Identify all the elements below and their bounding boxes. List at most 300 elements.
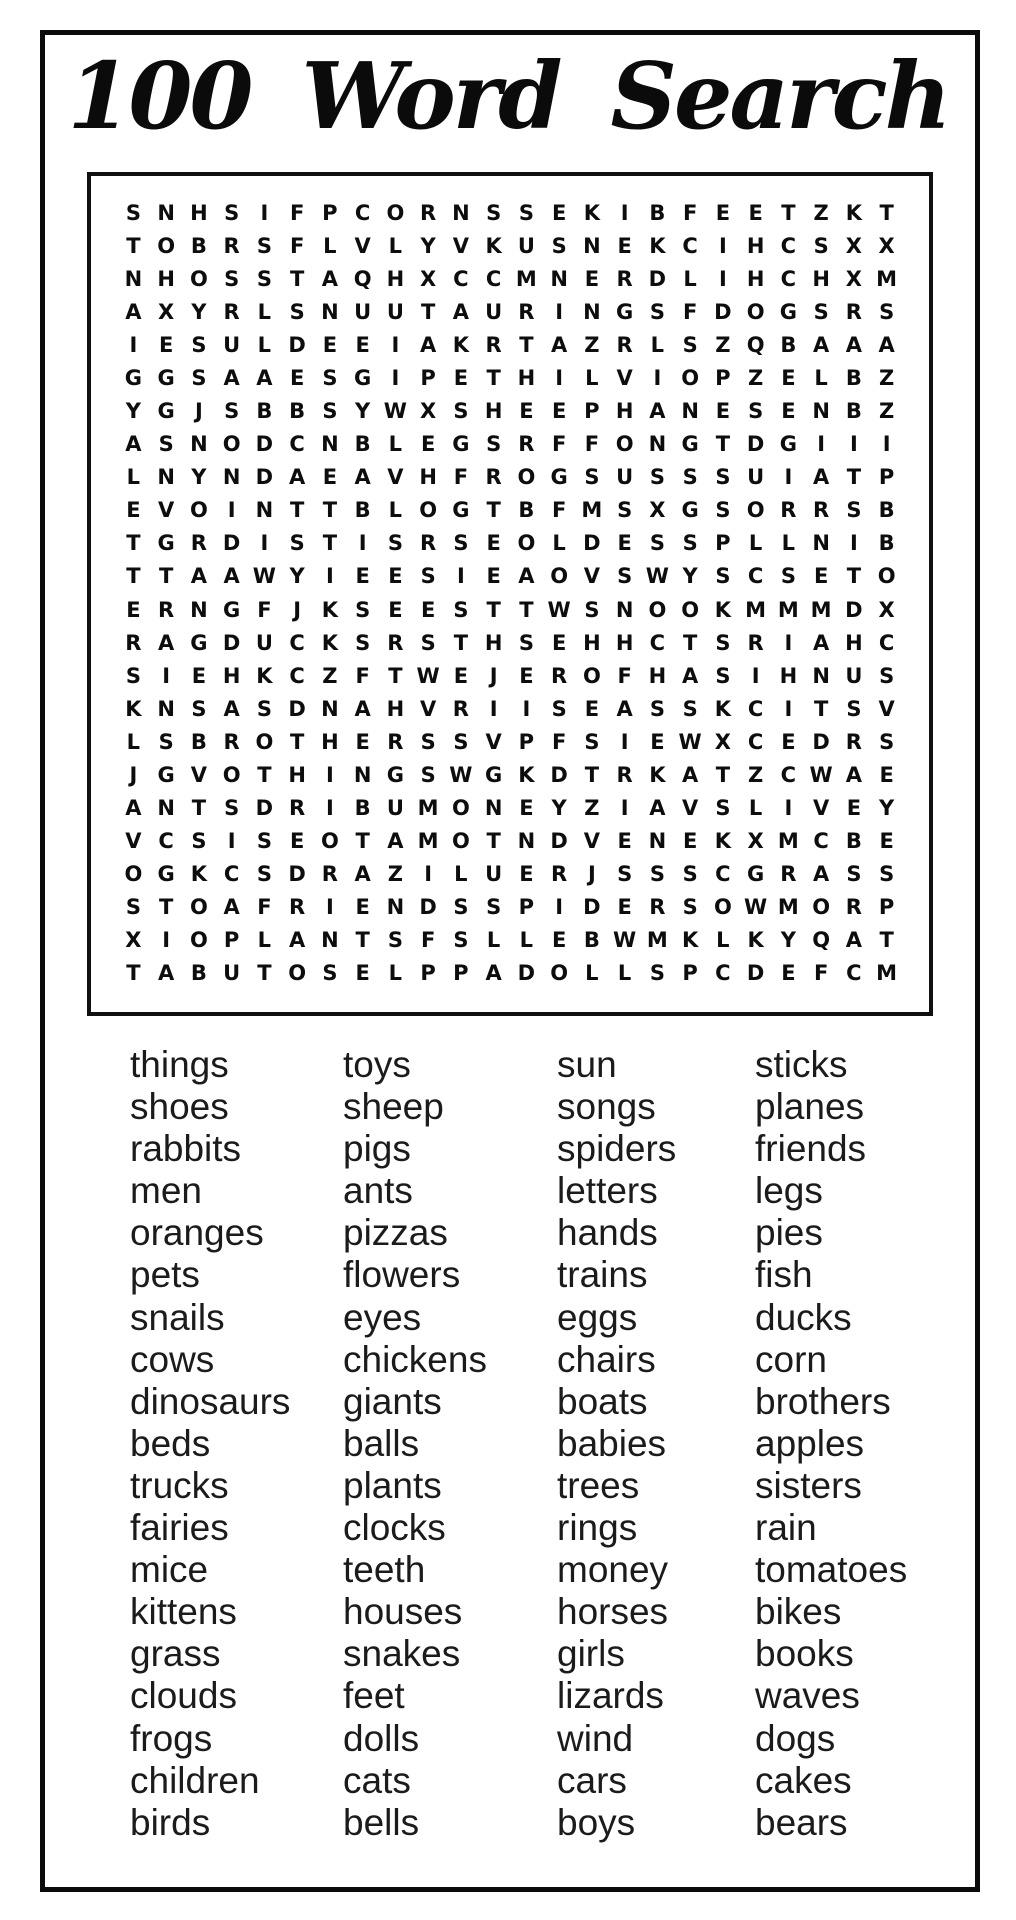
grid-letter-r17-c3: B	[190, 729, 207, 754]
word-item: rain	[755, 1507, 817, 1549]
grid-letter-r18-c10: S	[420, 762, 436, 787]
grid-letter-r14-c12: H	[484, 630, 503, 655]
grid-letter-r16-c11: R	[452, 696, 469, 721]
grid-letter-r5-c15: Z	[584, 332, 600, 357]
grid-letter-r5-c24: A	[878, 332, 895, 357]
grid-letter-r16-c19: K	[714, 696, 732, 721]
grid-letter-r1-c7: P	[322, 200, 338, 225]
grid-letter-r14-c10: S	[420, 630, 436, 655]
word-item: apples	[755, 1422, 865, 1464]
grid-letter-r24-c16: L	[617, 961, 632, 986]
grid-letter-r5-c12: R	[485, 332, 502, 357]
grid-letter-r17-c15: S	[584, 729, 600, 754]
grid-letter-r21-c3: K	[190, 862, 208, 887]
word-item: oranges	[130, 1212, 264, 1254]
grid-letter-r16-c1: K	[125, 696, 142, 721]
grid-letter-r2-c2: O	[157, 233, 176, 258]
word-item: brothers	[755, 1380, 891, 1422]
grid-letter-r11-c3: R	[190, 531, 207, 556]
grid-letter-r1-c13: S	[518, 200, 534, 225]
grid-letter-r10-c13: B	[518, 498, 535, 523]
grid-letter-r14-c1: R	[125, 630, 142, 655]
grid-letter-r24-c22: F	[813, 961, 829, 986]
grid-letter-r24-c9: L	[388, 961, 403, 986]
grid-letter-r4-c23: R	[845, 299, 862, 324]
grid-letter-r12-c11: I	[456, 564, 465, 589]
grid-letter-r9-c5: D	[255, 465, 274, 490]
grid-letter-r19-c15: Z	[584, 796, 600, 821]
grid-letter-r21-c7: R	[321, 862, 338, 887]
grid-letter-r13-c17: O	[648, 597, 667, 622]
grid-letter-r9-c17: S	[649, 465, 665, 490]
grid-letter-r19-c23: E	[846, 796, 862, 821]
grid-letter-r11-c6: S	[289, 531, 305, 556]
grid-letter-r6-c9: I	[391, 365, 400, 390]
grid-letter-r1-c14: E	[551, 200, 567, 225]
grid-letter-r7-c1: Y	[125, 399, 141, 424]
grid-letter-r3-c9: H	[386, 266, 405, 291]
word-item: balls	[343, 1422, 420, 1464]
grid-letter-r12-c24: O	[877, 564, 896, 589]
grid-letter-r20-c4: I	[227, 829, 236, 854]
grid-letter-r23-c12: L	[486, 928, 501, 953]
grid-letter-r10-c6: T	[289, 498, 305, 523]
grid-letter-r18-c15: T	[584, 762, 600, 787]
grid-letter-r13-c23: D	[845, 597, 863, 622]
grid-letter-r8-c17: N	[648, 432, 667, 457]
word-item: eyes	[343, 1296, 422, 1338]
grid-letter-r12-c12: E	[486, 564, 501, 589]
grid-letter-r15-c11: E	[453, 663, 469, 688]
grid-letter-r9-c8: A	[354, 465, 371, 490]
grid-letter-r13-c9: E	[388, 597, 403, 622]
grid-letter-r19-c12: N	[484, 796, 503, 821]
grid-letter-r17-c1: L	[126, 729, 141, 754]
word-item: money	[557, 1549, 669, 1591]
grid-letter-r24-c19: C	[715, 961, 731, 986]
grid-letter-r20-c1: V	[125, 829, 142, 854]
grid-letter-r23-c11: S	[453, 928, 469, 953]
grid-letter-r4-c13: R	[518, 299, 535, 324]
grid-letter-r20-c13: N	[517, 829, 536, 854]
grid-letter-r8-c21: G	[779, 432, 797, 457]
grid-letter-r18-c16: R	[616, 762, 633, 787]
grid-letter-r5-c21: B	[780, 332, 797, 357]
grid-letter-r6-c8: G	[354, 365, 372, 390]
grid-letter-r15-c6: C	[289, 663, 305, 688]
grid-letter-r14-c3: G	[190, 630, 208, 655]
grid-letter-r5-c23: A	[845, 332, 862, 357]
grid-letter-r8-c6: C	[289, 432, 305, 457]
grid-letter-r18-c3: V	[190, 762, 207, 787]
grid-letter-r5-c9: I	[391, 332, 400, 357]
grid-letter-r9-c16: U	[616, 465, 634, 490]
grid-letter-r18-c18: A	[681, 762, 699, 787]
grid-letter-r8-c8: B	[354, 432, 371, 457]
grid-letter-r8-c9: L	[388, 432, 403, 457]
grid-letter-r14-c14: E	[551, 630, 567, 655]
word-item: beds	[130, 1422, 211, 1464]
grid-letter-r10-c1: E	[126, 498, 141, 523]
grid-letter-r15-c24: S	[879, 663, 895, 688]
grid-letter-r6-c19: P	[715, 365, 731, 390]
word-item: sun	[557, 1044, 617, 1085]
grid-letter-r14-c7: K	[321, 630, 339, 655]
grid-letter-r18-c13: K	[518, 762, 535, 787]
grid-letter-r14-c18: T	[682, 630, 698, 655]
grid-letter-r3-c21: C	[780, 266, 797, 291]
grid-letter-r1-c11: N	[452, 200, 470, 225]
grid-letter-r23-c5: L	[257, 928, 272, 953]
grid-letter-r4-c12: U	[485, 299, 503, 324]
grid-letter-r3-c14: N	[550, 266, 568, 291]
word-item: dogs	[755, 1717, 836, 1759]
grid-letter-r16-c15: E	[584, 696, 600, 721]
grid-letter-r1-c24: T	[879, 200, 894, 225]
grid-letter-r13-c20: M	[745, 597, 767, 622]
grid-letter-r21-c11: L	[454, 862, 468, 887]
grid-letter-r11-c24: B	[878, 531, 895, 556]
grid-letter-r11-c14: L	[552, 531, 566, 556]
grid-letter-r2-c21: C	[780, 233, 797, 258]
word-list-column-4	[755, 1044, 960, 1844]
grid-letter-r20-c17: N	[648, 829, 667, 854]
grid-letter-r18-c4: O	[222, 762, 241, 787]
grid-letter-r18-c1: J	[129, 762, 138, 787]
grid-letter-r22-c16: E	[617, 895, 632, 920]
grid-letter-r19-c4: S	[224, 796, 240, 821]
grid-letter-r24-c18: P	[682, 961, 698, 986]
grid-letter-r19-c18: V	[681, 796, 699, 821]
grid-letter-r15-c12: J	[489, 663, 498, 688]
grid-letter-r7-c15: P	[584, 399, 600, 424]
grid-letter-r13-c19: K	[714, 597, 732, 622]
grid-letter-r12-c16: S	[617, 564, 633, 589]
grid-letter-r4-c17: S	[649, 299, 665, 324]
grid-letter-r24-c23: C	[846, 961, 862, 986]
grid-letter-r19-c14: Y	[551, 796, 567, 821]
grid-letter-r19-c5: D	[255, 796, 274, 821]
grid-letter-r12-c13: A	[518, 564, 535, 589]
grid-letter-r10-c5: N	[255, 498, 274, 523]
grid-letter-r2-c20: H	[746, 233, 765, 258]
grid-letter-r11-c10: R	[420, 531, 437, 556]
grid-letter-r22-c11: S	[453, 895, 469, 920]
grid-letter-r13-c21: M	[777, 597, 799, 622]
word-item: spiders	[557, 1128, 677, 1170]
grid-letter-r8-c19: T	[715, 432, 731, 457]
grid-letter-r22-c3: O	[189, 895, 208, 920]
grid-letter-r7-c12: H	[484, 399, 503, 424]
grid-letter-r5-c4: U	[223, 332, 241, 357]
grid-letter-r13-c7: K	[321, 597, 339, 622]
grid-letter-r8-c3: N	[190, 432, 208, 457]
grid-letter-r19-c22: V	[812, 796, 830, 821]
grid-letter-r22-c14: I	[555, 895, 564, 920]
grid-letter-r1-c2: N	[157, 200, 175, 225]
grid-letter-r17-c7: H	[321, 729, 339, 754]
grid-letter-r3-c5: S	[256, 266, 272, 291]
grid-letter-r24-c7: S	[322, 961, 338, 986]
grid-letter-r14-c4: D	[222, 630, 241, 655]
grid-letter-r10-c21: R	[780, 498, 797, 523]
grid-letter-r6-c21: E	[781, 365, 796, 390]
grid-letter-r4-c5: L	[257, 299, 272, 324]
grid-letter-r2-c23: X	[845, 233, 862, 258]
grid-letter-r22-c9: N	[386, 895, 405, 920]
word-item: cows	[130, 1338, 215, 1380]
word-item: sticks	[755, 1044, 848, 1085]
grid-letter-r2-c24: X	[878, 233, 895, 258]
grid-letter-r16-c21: I	[784, 696, 793, 721]
grid-letter-r14-c23: H	[845, 630, 863, 655]
grid-letter-r12-c21: S	[780, 564, 796, 589]
grid-letter-r16-c18: S	[682, 696, 698, 721]
grid-letter-r17-c23: R	[845, 729, 862, 754]
grid-letter-r7-c19: E	[715, 399, 731, 424]
grid-letter-r19-c16: I	[620, 796, 629, 821]
grid-letter-r14-c8: S	[355, 630, 371, 655]
grid-letter-r4-c14: I	[555, 299, 564, 324]
grid-letter-r22-c20: W	[744, 895, 768, 920]
grid-letter-r4-c16: G	[616, 299, 634, 324]
grid-letter-r22-c13: P	[518, 895, 535, 920]
grid-letter-r20-c21: M	[777, 829, 799, 854]
word-list-column-2	[343, 1044, 557, 1844]
grid-letter-r7-c10: X	[420, 399, 437, 424]
grid-letter-r11-c15: D	[583, 531, 601, 556]
grid-letter-r23-c16: W	[613, 928, 637, 953]
word-item: bears	[755, 1801, 848, 1843]
grid-letter-r8-c23: I	[849, 432, 858, 457]
grid-letter-r21-c20: G	[747, 862, 765, 887]
grid-letter-r21-c4: C	[223, 862, 240, 887]
grid-letter-r12-c18: Y	[682, 564, 698, 589]
grid-letter-r15-c9: T	[388, 663, 403, 688]
grid-letter-r16-c3: S	[191, 696, 207, 721]
grid-letter-r12-c20: C	[747, 564, 764, 589]
grid-letter-r15-c3: E	[191, 663, 207, 688]
grid-letter-r1-c1: S	[125, 200, 141, 225]
word-item: teeth	[343, 1549, 426, 1591]
grid-letter-r22-c17: R	[649, 895, 666, 920]
grid-letter-r16-c9: H	[386, 696, 405, 721]
grid-letter-r10-c19: S	[715, 498, 731, 523]
grid-letter-r14-c11: T	[453, 630, 469, 655]
grid-letter-r9-c9: V	[387, 465, 404, 490]
grid-letter-r9-c4: N	[222, 465, 241, 490]
grid-letter-r1-c21: T	[781, 200, 796, 225]
grid-letter-r1-c20: E	[748, 200, 763, 225]
grid-letter-r2-c15: N	[583, 233, 601, 258]
grid-letter-r7-c16: H	[615, 399, 634, 424]
grid-letter-r13-c3: N	[190, 597, 208, 622]
grid-letter-r15-c4: H	[222, 663, 241, 688]
grid-letter-r9-c21: I	[784, 465, 793, 490]
grid-letter-r3-c10: X	[420, 266, 437, 291]
grid-letter-r9-c18: S	[682, 465, 698, 490]
grid-letter-r10-c14: F	[551, 498, 567, 523]
grid-letter-r10-c20: O	[746, 498, 765, 523]
grid-letter-r2-c1: T	[126, 233, 141, 258]
grid-letter-r15-c1: S	[125, 663, 141, 688]
grid-letter-r17-c20: C	[747, 729, 764, 754]
grid-letter-r22-c19: O	[713, 895, 732, 920]
grid-letter-r22-c1: S	[125, 895, 141, 920]
grid-letter-r9-c22: A	[812, 465, 830, 490]
grid-letter-r18-c14: D	[550, 762, 568, 787]
grid-letter-r24-c12: A	[485, 961, 502, 986]
grid-letter-r1-c22: Z	[813, 200, 829, 225]
grid-letter-r21-c16: S	[617, 862, 633, 887]
grid-letter-r8-c15: F	[584, 432, 600, 457]
grid-letter-r22-c21: M	[777, 895, 799, 920]
grid-letter-r17-c5: O	[255, 729, 274, 754]
grid-letter-r16-c24: V	[878, 696, 895, 721]
grid-letter-r1-c19: E	[715, 200, 731, 225]
grid-letter-r18-c17: K	[649, 762, 666, 787]
grid-letter-r20-c15: V	[583, 829, 600, 854]
grid-letter-r15-c16: F	[617, 663, 632, 688]
word-item: waves	[755, 1675, 860, 1717]
grid-letter-r11-c17: S	[649, 531, 665, 556]
grid-letter-r10-c23: S	[846, 498, 862, 523]
grid-letter-r4-c7: N	[321, 299, 339, 324]
grid-letter-r12-c14: O	[550, 564, 569, 589]
grid-letter-r11-c4: D	[222, 531, 241, 556]
grid-letter-r2-c10: Y	[420, 233, 436, 258]
grid-letter-r9-c14: G	[550, 465, 568, 490]
grid-letter-r19-c20: L	[748, 796, 763, 821]
grid-letter-r23-c21: Y	[780, 928, 796, 953]
grid-letter-r13-c10: E	[420, 597, 436, 622]
grid-letter-r20-c3: S	[191, 829, 207, 854]
grid-letter-r8-c16: O	[615, 432, 634, 457]
grid-letter-r11-c8: I	[358, 531, 367, 556]
grid-letter-r2-c14: S	[551, 233, 567, 258]
grid-letter-r20-c18: E	[682, 829, 698, 854]
grid-letter-r2-c5: S	[256, 233, 272, 258]
grid-letter-r20-c6: E	[289, 829, 305, 854]
word-item: clouds	[130, 1675, 237, 1717]
grid-letter-r3-c16: R	[616, 266, 633, 291]
grid-letter-r15-c15: O	[582, 663, 601, 688]
grid-letter-r14-c15: H	[583, 630, 601, 655]
grid-letter-r7-c8: Y	[355, 399, 371, 424]
grid-letter-r4-c9: U	[386, 299, 404, 324]
grid-letter-r20-c5: S	[256, 829, 272, 854]
grid-letter-r12-c22: E	[813, 564, 829, 589]
grid-letter-r1-c23: K	[845, 200, 863, 225]
grid-letter-r1-c17: B	[649, 200, 666, 225]
grid-letter-r15-c7: Z	[322, 663, 338, 688]
grid-letter-r23-c4: P	[223, 928, 240, 953]
grid-letter-r13-c24: X	[878, 597, 895, 622]
grid-letter-r9-c19: S	[715, 465, 731, 490]
grid-letter-r22-c5: F	[257, 895, 272, 920]
grid-letter-r19-c3: T	[191, 796, 207, 821]
word-item: letters	[557, 1170, 658, 1212]
word-item: children	[130, 1759, 260, 1801]
grid-letter-r3-c17: D	[648, 266, 667, 291]
grid-letter-r8-c5: D	[255, 432, 274, 457]
grid-letter-r11-c1: T	[126, 531, 141, 556]
grid-letter-r9-c12: R	[485, 465, 502, 490]
word-item: girls	[557, 1633, 625, 1675]
grid-letter-r5-c3: S	[191, 332, 207, 357]
grid-letter-r1-c5: I	[260, 200, 269, 225]
grid-letter-r17-c8: E	[355, 729, 370, 754]
grid-letter-r21-c10: I	[424, 862, 433, 887]
grid-letter-r7-c6: B	[289, 399, 306, 424]
grid-letter-r6-c13: H	[517, 365, 536, 390]
grid-letter-r3-c11: C	[453, 266, 469, 291]
grid-letter-r21-c13: E	[519, 862, 534, 887]
word-item: babies	[557, 1422, 667, 1464]
grid-letter-r10-c9: L	[388, 498, 403, 523]
word-item: pigs	[343, 1128, 411, 1170]
grid-letter-r20-c20: X	[747, 829, 764, 854]
grid-letter-r1-c8: C	[354, 200, 371, 225]
word-item: cars	[557, 1759, 627, 1801]
grid-letter-r8-c22: I	[817, 432, 826, 457]
word-item: houses	[343, 1591, 463, 1633]
grid-letter-r21-c1: O	[124, 862, 143, 887]
word-item: pies	[755, 1212, 823, 1254]
grid-letter-r4-c11: A	[452, 299, 469, 324]
grid-letter-r6-c14: I	[555, 365, 564, 390]
grid-letter-r24-c11: P	[453, 961, 469, 986]
grid-letter-r2-c3: B	[190, 233, 207, 258]
grid-letter-r19-c21: I	[784, 796, 793, 821]
grid-letter-r9-c15: S	[584, 465, 600, 490]
grid-letter-r14-c5: U	[255, 630, 273, 655]
grid-letter-r24-c20: D	[746, 961, 765, 986]
grid-letter-r2-c11: V	[452, 233, 469, 258]
word-item: rabbits	[130, 1128, 242, 1170]
grid-letter-r7-c14: E	[551, 399, 567, 424]
word-item: bells	[343, 1801, 420, 1843]
grid-letter-r11-c21: L	[781, 531, 796, 556]
grid-letter-r20-c22: C	[813, 829, 829, 854]
word-item: boats	[557, 1380, 648, 1422]
grid-letter-r8-c11: G	[452, 432, 470, 457]
grid-letter-r10-c22: R	[813, 498, 830, 523]
grid-letter-r6-c3: S	[191, 365, 207, 390]
grid-letter-r6-c12: T	[486, 365, 501, 390]
grid-letter-r22-c15: D	[583, 895, 601, 920]
grid-letter-r22-c2: T	[158, 895, 174, 920]
grid-letter-r23-c10: F	[420, 928, 436, 953]
word-item: mice	[130, 1549, 209, 1591]
grid-letter-r10-c12: T	[486, 498, 501, 523]
grid-letter-r9-c2: N	[157, 465, 175, 490]
grid-letter-r13-c13: T	[519, 597, 534, 622]
grid-letter-r6-c10: P	[420, 365, 436, 390]
grid-letter-r11-c2: G	[157, 531, 175, 556]
grid-letter-r5-c20: Q	[746, 332, 765, 357]
grid-letter-r2-c8: V	[354, 233, 371, 258]
grid-letter-r10-c17: X	[649, 498, 666, 523]
grid-letter-r1-c10: R	[420, 200, 437, 225]
grid-letter-r15-c21: H	[779, 663, 798, 688]
grid-letter-r17-c10: S	[420, 729, 436, 754]
grid-letter-r13-c16: N	[615, 597, 634, 622]
grid-letter-r14-c24: C	[878, 630, 895, 655]
grid-letter-r6-c7: S	[322, 365, 338, 390]
word-item: fairies	[130, 1507, 229, 1549]
grid-letter-r6-c4: A	[223, 365, 240, 390]
